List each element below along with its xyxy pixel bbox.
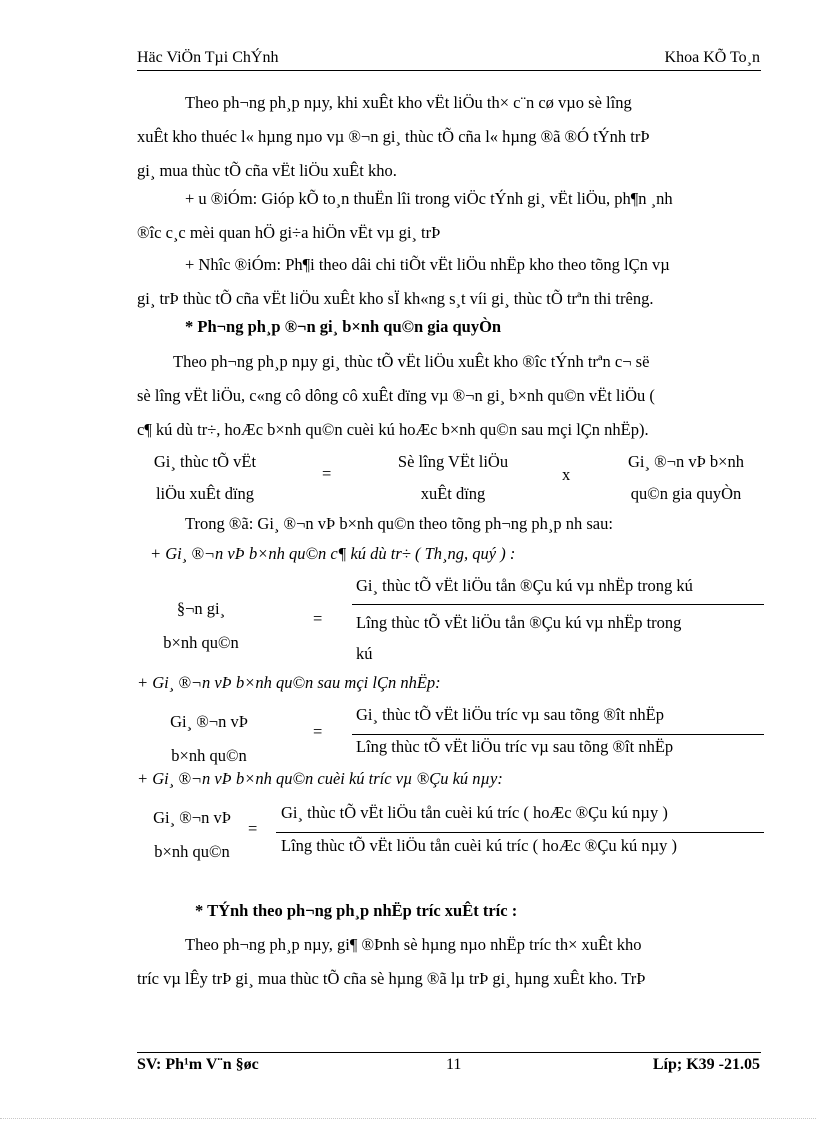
- formula-1-right: [612, 446, 760, 510]
- text-line: Theo ph¬ng ph¸p nµy, gi¶ ®Þnh sè hµng nµo nhËp tríc th× xuÊt kho: [185, 935, 642, 954]
- formula-4-numerator: Gi¸ thùc tÕ vËt liÖu tån cuèi kú tríc ( hoÆc ®Çu kú nµy ): [281, 803, 668, 822]
- text-line: gi¸ trÞ thùc tÕ cña vËt liÖu xuÊt kho sÏ kh«ng s¸t víi gi¸ thùc tÕ trªn thi trêng.: [137, 289, 654, 308]
- text-line: b×nh qu©n: [163, 633, 239, 652]
- formula-4-fraction-bar: [276, 832, 764, 833]
- text-line: qu©n gia quyÒn: [630, 484, 742, 503]
- text-line: sè lîng vËt liÖu, c«ng cô dông cô xuÊt dïng vµ ®¬n gi¸ b×nh qu©n vËt liÖu (: [137, 386, 655, 405]
- text-line: kú: [356, 644, 373, 663]
- text-line: + Nhîc ®iÓm: Ph¶i theo dâi chi tiÕt vËt liÖu nhËp kho theo tõng lÇn vµ: [185, 255, 670, 274]
- text-line: Theo ph¬ng ph¸p nµy, khi xuÊt kho vËt liÖu th× c¨n cø vµo sè lîng: [185, 93, 632, 112]
- formula-3-left: [150, 705, 268, 773]
- header-faculty: Khoa KÕ To¸n: [664, 49, 760, 66]
- header-rule: [137, 70, 761, 71]
- formula-4-left: [137, 801, 247, 869]
- paragraph-disadvantage: [137, 248, 761, 316]
- text-line: ®îc c¸c mèi quan hÖ gi÷a hiÖn vËt vµ gi¸ trÞ: [137, 223, 441, 242]
- formula-2-fraction-bar: [352, 604, 764, 605]
- text-line: Gi¸ ®¬n vÞ: [153, 808, 231, 827]
- paragraph-fifo: [137, 928, 761, 996]
- section-heading-weighted-average: * Ph¬ng ph¸p ®¬n gi¸ b×nh qu©n gia quyÒn: [185, 317, 502, 336]
- formula-1-equals: =: [322, 464, 332, 483]
- subsection-after-each-receipt: + Gi¸ ®¬n vÞ b×nh qu©n sau mçi lÇn nhËp:: [137, 673, 441, 692]
- paragraph-1: [137, 86, 761, 188]
- formula-2-left: [142, 592, 260, 660]
- page-bottom-boundary: [0, 1118, 816, 1119]
- text-line: xuÊt kho thuéc l« hµng nµo vµ ®¬n gi¸ thùc tÕ cña l« hµng ®ã ®Ó tÝnh trÞ: [137, 127, 650, 146]
- formula-3-numerator: Gi¸ thùc tÕ vËt liÖu tríc vµ sau tõng ®ît nhËp: [356, 705, 665, 724]
- paragraph-where: Trong ®ã: Gi¸ ®¬n vÞ b×nh qu©n theo tõng ph¬ng ph¸p nh sau:: [185, 514, 613, 533]
- subsection-full-period: + Gi¸ ®¬n vÞ b×nh qu©n c¶ kú dù tr÷ ( Th¸ng, quý ) :: [150, 544, 516, 563]
- text-line: Lîng thùc tÕ vËt liÖu tån ®Çu kú vµ nhËp trong: [356, 613, 682, 632]
- formula-4-equals: =: [248, 819, 258, 838]
- paragraph-weighted-average: [137, 345, 761, 447]
- text-line: Sè lîng VËt liÖu: [397, 452, 509, 471]
- section-heading-fifo: * TÝnh theo ph¬ng ph¸p nhËp tríc xuÊt tríc :: [195, 901, 518, 920]
- formula-3-fraction-bar: [352, 734, 764, 735]
- formula-2-denominator: [356, 607, 681, 669]
- footer-class: Líp; K39 -21.05: [652, 1056, 760, 1073]
- text-line: c¶ kú dù tr÷, hoÆc b×nh qu©n cuèi kú hoÆc b×nh qu©n sau mçi lÇn nhËp).: [137, 420, 649, 439]
- formula-3-equals: =: [313, 722, 323, 741]
- paragraph-advantage: [137, 182, 761, 250]
- header-school: Häc ViÖn Tµi ChÝnh: [137, 49, 279, 66]
- formula-1-times: x: [562, 465, 571, 484]
- text-line: gi¸ mua thùc tÕ cña vËt liÖu xuÊt kho.: [137, 161, 397, 180]
- text-line: + u ®iÓm: Gióp kÕ to¸n thuËn lîi trong viÖc tÝnh gi¸ vËt liÖu, ph¶n ¸nh: [185, 189, 673, 208]
- formula-2-equals: =: [313, 609, 323, 628]
- text-line: Theo ph¬ng ph¸p nµy gi¸ thùc tÕ vËt liÖu xuÊt kho ®îc tÝnh trªn c¬ së: [173, 352, 650, 371]
- formula-4-denominator: Lîng thùc tÕ vËt liÖu tån cuèi kú tríc ( hoÆc ®Çu kú nµy ): [281, 836, 677, 855]
- footer-rule: [137, 1052, 761, 1053]
- formula-2-numerator: Gi¸ thùc tÕ vËt liÖu tån ®Çu kú vµ nhËp trong kú: [356, 576, 693, 595]
- formula-3-denominator: Lîng thùc tÕ vËt liÖu tríc vµ sau tõng ®ît nhËp: [356, 737, 674, 756]
- formula-1-left: [140, 446, 270, 510]
- text-line: liÖu xuÊt dïng: [155, 484, 255, 503]
- text-line: §¬n gi¸: [176, 599, 226, 618]
- formula-1-middle: [378, 446, 528, 510]
- text-line: b×nh qu©n: [171, 746, 247, 765]
- text-line: b×nh qu©n: [154, 842, 230, 861]
- footer-student: SV: Ph¹m V¨n §øc: [137, 1056, 259, 1073]
- text-line: Gi¸ thùc tÕ vËt: [153, 452, 257, 471]
- page-number: 11: [446, 1056, 462, 1073]
- subsection-previous-period-end: + Gi¸ ®¬n vÞ b×nh qu©n cuèi kú tríc vµ ®Çu kú nµy:: [137, 769, 503, 788]
- text-line: xuÊt dïng: [420, 484, 486, 503]
- text-line: Gi¸ ®¬n vÞ: [170, 712, 248, 731]
- text-line: Gi¸ ®¬n vÞ b×nh: [628, 452, 744, 471]
- text-line: tríc vµ lÊy trÞ gi¸ mua thùc tÕ cña sè hµng ®ã lµ trÞ gi¸ hµng xuÊt kho. TrÞ: [137, 969, 646, 988]
